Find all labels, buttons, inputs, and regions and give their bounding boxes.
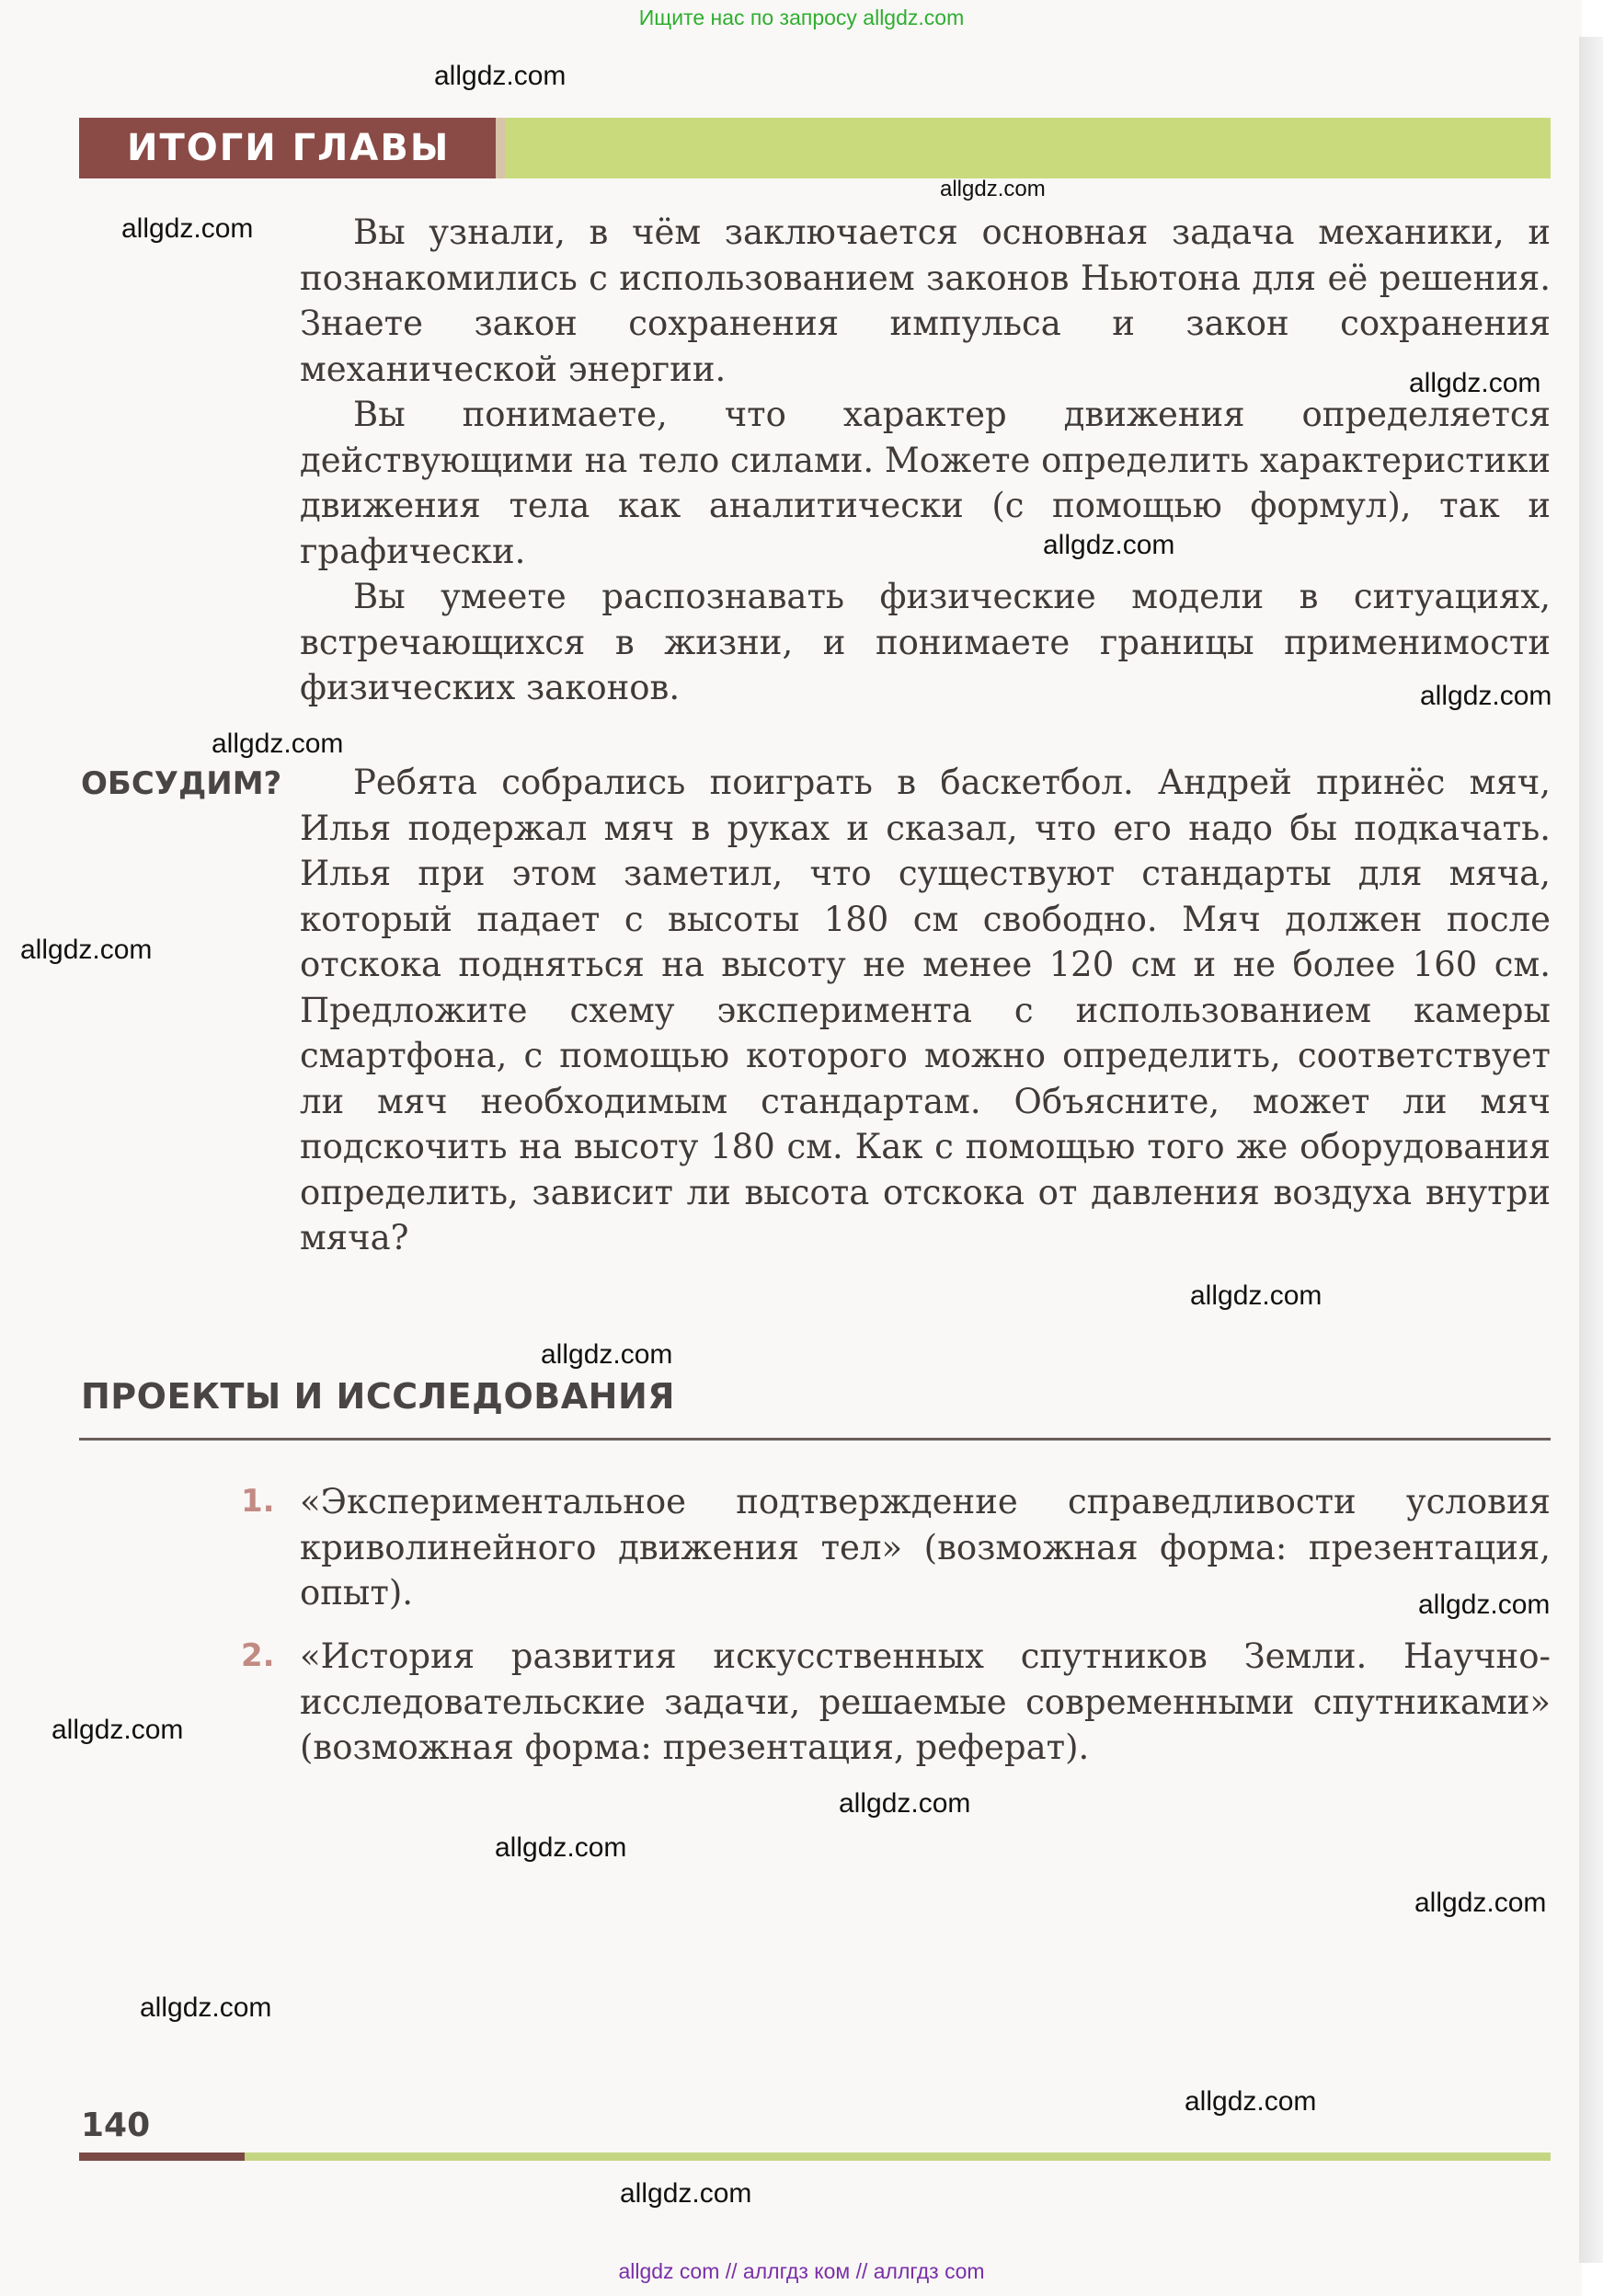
watermark: allgdz.com [1418,1590,1551,1620]
watermark: allgdz.com [620,2178,752,2209]
footer-rule [79,2152,1551,2161]
summary-header-block [79,118,496,178]
top-banner[interactable]: Ищите нас по запросу allgdz.com [638,6,965,29]
watermark: allgdz.com [940,177,1046,201]
project-number: 1. [241,1483,275,1520]
watermark: allgdz.com [20,935,153,965]
watermark: allgdz.com [52,1715,184,1745]
projects-divider [79,1438,1551,1441]
chapter-summary-header [79,118,1551,178]
watermark: allgdz.com [541,1339,673,1370]
watermark: allgdz.com [1414,1888,1547,1918]
watermark: allgdz.com [1409,368,1541,398]
watermark: allgdz.com [1190,1280,1322,1311]
watermark: allgdz.com [121,213,254,244]
projects-title: ПРОЕКТЫ И ИССЛЕДОВАНИЯ [81,1376,676,1417]
discuss-label: ОБСУДИМ? [81,765,282,802]
summary-paragraph: Вы понимаете, что характер движения определяется действующими на тело силами. Можете определить характеристики движения тела как аналитически (с помощью формул), так и графически. [300,395,1551,571]
watermark: allgdz.com [212,729,344,759]
project-number: 2. [241,1637,275,1674]
watermark: allgdz.com [1043,530,1175,560]
project-item: «История развития искусственных спутников Земли. Научно-исследовательские задачи, решаемые современными спутниками» (возможная форма: презентация, реферат). [300,1636,1551,1767]
bottom-banner[interactable]: allgdz com // аллгдз ком // аллгдз com [618,2259,985,2283]
discuss-text [300,760,1551,1261]
summary-paragraph: Вы умеете распознавать физические модели в ситуациях, встречающихся в жизни, и понимаете границы применимости физических законов. [300,577,1551,707]
watermark: allgdz.com [1185,2086,1317,2117]
footer-rule-accent [79,2152,245,2161]
summary-paragraph: Вы узнали, в чём заключается основная задача механики, и познакомились с использованием законов Ньютона для её решения. Знаете закон сохранения импульса и закон сохранения механической энергии. [300,212,1551,389]
page-edge [1579,37,1603,2263]
project-item: «Экспериментальное подтверждение справедливости условия криволинейного движения тел» (возможная форма: презентация, опыт). [300,1482,1551,1613]
summary-title: ИТОГИ ГЛАВЫ [127,127,451,169]
watermark: allgdz.com [495,1832,627,1863]
page-number: 140 [81,2107,151,2144]
discuss-paragraph: Ребята собрались поиграть в баскетбол. Андрей принёс мяч, Илья подержал мяч в руках и сказал, что его надо бы подкачать. Илья при этом заметил, что существуют стандарты для мяча, который падает с высоты 180 см свободно. Мяч должен после отскока подняться на высоту не менее 120 см и не более 160 см. Предложите схему эксперимента с использованием камеры смартфона, с помощью которого можно определить, соответствует ли мяч необходимым стандартам. Объясните, может ли мяч подскочить на высоту 180 см. Как с помощью того же оборудования определить, зависит ли высота отскока от давления воздуха внутри мяча? [300,763,1551,1257]
watermark: allgdz.com [839,1788,971,1819]
watermark: allgdz.com [140,1992,272,2023]
summary-text [300,210,1551,711]
watermark: allgdz.com [1420,681,1552,711]
watermark: allgdz.com [434,61,567,91]
